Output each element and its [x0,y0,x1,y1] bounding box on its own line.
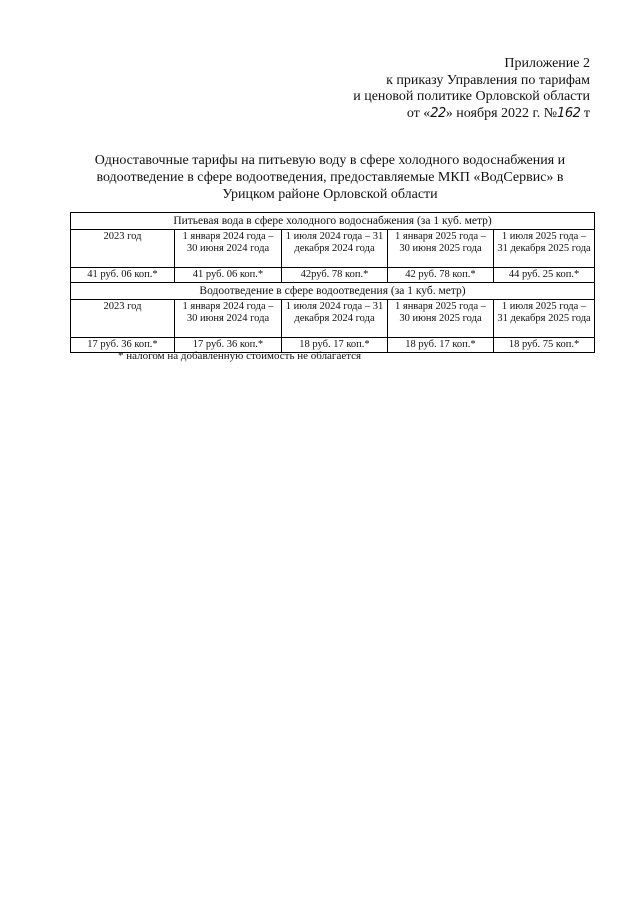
order-reference-line: к приказу Управления по тарифам [386,72,590,88]
sewage-tariff-value: 18 руб. 75 коп.* [494,338,595,353]
appendix-header [353,56,590,122]
water-section-heading: Питьевая вода в сфере холодного водоснабжения (за 1 куб. метр) [71,213,595,230]
water-tariff-value: 41 руб. 06 коп.* [71,268,175,283]
order-date-line [353,106,590,123]
water-periods-row [71,230,595,268]
handwritten-day: 22 [430,105,446,121]
water-tariff-value: 41 руб. 06 коп.* [175,268,282,283]
water-period-cell: 2023 год [71,230,175,268]
water-tariff-value: 42 руб. 78 коп.* [388,268,494,283]
vat-footnote: * налогом на добавленную стоимость не облагается [118,350,362,362]
appendix-title: Приложение 2 [504,56,590,71]
sewage-period-cell: 1 января 2024 года – 30 июня 2024 года [175,300,282,338]
sewage-tariff-value: 17 руб. 36 коп.* [71,338,175,353]
sewage-periods-row [71,300,595,338]
sewage-period-cell: 1 января 2025 года – 30 июня 2025 года [388,300,494,338]
sewage-section-heading: Водоотведение в сфере водоотведения (за 1 куб. метр) [71,283,595,300]
sewage-tariff-value: 17 руб. 36 коп.* [175,338,282,353]
date-suffix: т [580,105,590,121]
handwritten-order-number: 162 [557,105,581,121]
water-period-cell: 1 января 2024 года – 30 июня 2024 года [175,230,282,268]
sewage-tariff-value: 18 руб. 17 коп.* [388,338,494,353]
water-period-cell: 1 июля 2024 года – 31 декабря 2024 года [282,230,388,268]
sewage-period-cell: 1 июля 2024 года – 31 декабря 2024 года [282,300,388,338]
water-tariff-value: 44 руб. 25 коп.* [494,268,595,283]
date-middle: » ноября 2022 г. № [445,105,558,121]
sewage-period-cell: 1 июля 2025 года – 31 декабря 2025 года [494,300,595,338]
sewage-tariff-value: 18 руб. 17 коп.* [282,338,388,353]
tariff-table [70,212,595,353]
water-tariff-value: 42руб. 78 коп.* [282,268,388,283]
sewage-period-cell: 2023 год [71,300,175,338]
document-title: Одноставочные тарифы на питьевую воду в сфере холодного водоснабжения и водоотведение в сфере водоотведения, предоставляемые МКП «ВодСервис» в Урицком районе Орловской области [94,153,566,202]
date-prefix: от « [406,105,431,121]
water-period-cell: 1 июля 2025 года – 31 декабря 2025 года [494,230,595,268]
water-values-row [71,268,595,283]
sewage-section-heading-row [71,283,595,300]
authority-line: и ценовой политике Орловской области [353,89,590,104]
water-period-cell: 1 января 2025 года – 30 июня 2025 года [388,230,494,268]
water-section-heading-row [71,213,595,230]
